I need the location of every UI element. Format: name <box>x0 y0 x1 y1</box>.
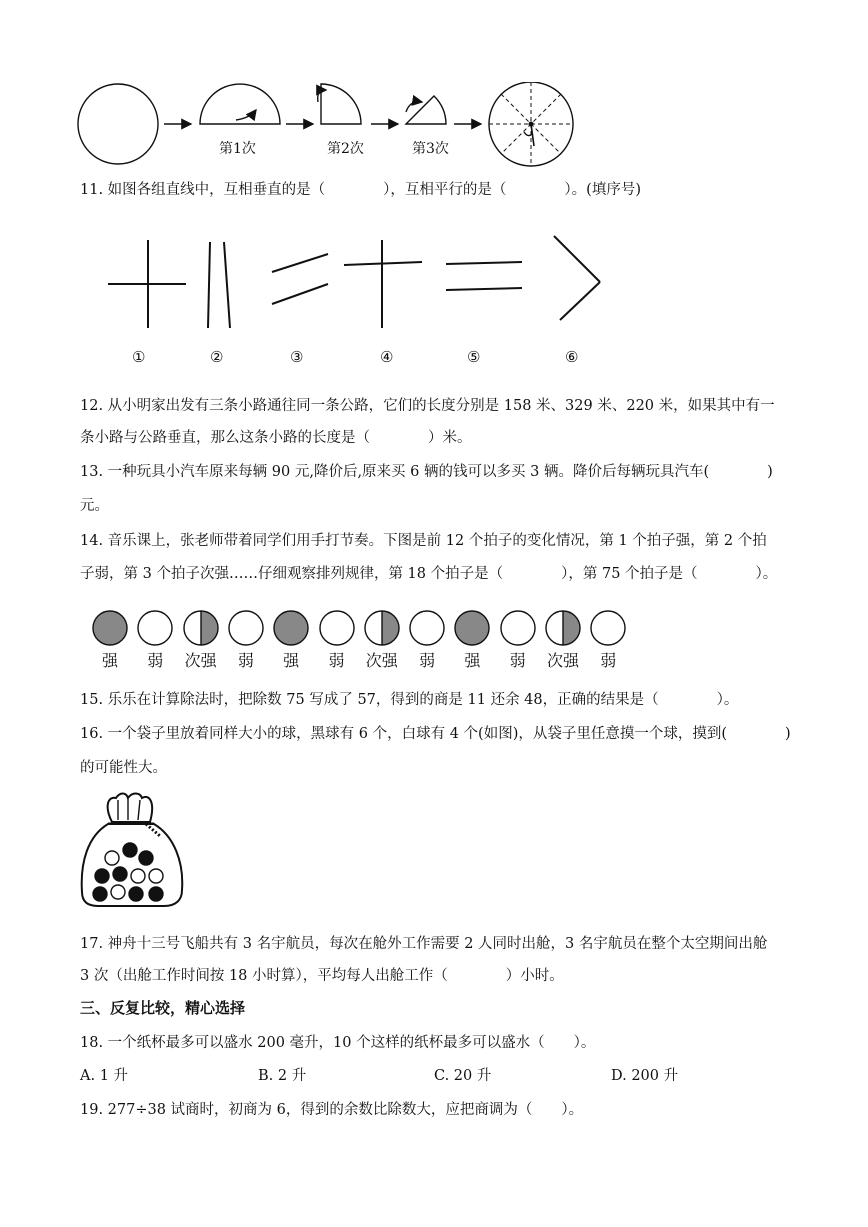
beat-circle-weak <box>319 610 355 646</box>
circle-folding-figure <box>76 82 586 174</box>
beat-label: 弱 <box>509 651 526 670</box>
question-14-line2: 子弱，第 3 个拍子次强……仔细观察排列规律，第 18 个拍子是（ ），第 75 个拍子是（ ）。 <box>80 566 778 582</box>
beat-circle-strong <box>454 610 490 646</box>
question-17-line1: 17. 神舟十三号飞船共有 3 名宇航员，每次在舱外工作需要 2 人同时出舱，3 名宇航员在整个太空期间出舱 <box>80 936 768 952</box>
fold-step-2-label: 第2次 <box>327 141 364 157</box>
beat-circle-weak <box>137 610 173 646</box>
beat-label: 强 <box>101 651 118 670</box>
figure-label-6: ⑥ <box>565 348 579 366</box>
beat-label: 弱 <box>147 651 164 670</box>
beat-circle-weak <box>228 610 264 646</box>
section-3-heading: 三、反复比较，精心选择 <box>80 999 246 1017</box>
fold-step-3-label: 第3次 <box>412 141 449 157</box>
figure-label-3: ③ <box>290 348 304 366</box>
question-13-line2: 元。 <box>80 498 109 514</box>
beat-circle-half <box>183 610 219 646</box>
question-15: 15. 乐乐在计算除法时，把除数 75 写成了 57，得到的商是 11 还余 48，正确的结果是（ ）。 <box>80 692 739 708</box>
q18-option-a: A. 1 升 <box>80 1068 129 1084</box>
beat-label: 次强 <box>184 651 217 670</box>
question-14-line1: 14. 音乐课上，张老师带着同学们用手打节奏。下图是前 12 个拍子的变化情况，第 1 个拍子强，第 2 个拍 <box>80 533 767 549</box>
figure-label-4: ④ <box>380 348 394 366</box>
beat-circle-weak <box>500 610 536 646</box>
beat-label: 次强 <box>546 651 579 670</box>
fold-step-1-label: 第1次 <box>219 141 256 157</box>
question-13-line1: 13. 一种玩具小汽车原来每辆 90 元,降价后,原来买 6 辆的钱可以多买 3 辆。降价后每辆玩具汽车( ) <box>80 464 773 480</box>
question-18: 18. 一个纸杯最多可以盛水 200 毫升，10 个这样的纸杯最多可以盛水（ ）。 <box>80 1035 596 1051</box>
figure-label-5: ⑤ <box>467 348 481 366</box>
question-16-line2: 的可能性大。 <box>80 760 167 776</box>
beat-circle-strong <box>273 610 309 646</box>
beat-circle-half <box>364 610 400 646</box>
beat-label: 弱 <box>419 651 436 670</box>
ball-bag-figure <box>78 792 188 912</box>
beat-circle-strong <box>92 610 128 646</box>
line-pairs-figure <box>100 220 620 340</box>
beat-circle-weak <box>590 610 626 646</box>
question-12-line2: 条小路与公路垂直，那么这条小路的长度是（ ）米。 <box>80 430 472 446</box>
q18-option-d: D. 200 升 <box>611 1068 679 1084</box>
beat-label: 次强 <box>365 651 398 670</box>
q18-option-c: C. 20 升 <box>434 1068 492 1084</box>
question-16-line1: 16. 一个袋子里放着同样大小的球，黑球有 6 个，白球有 4 个(如图)，从袋子里任意摸一个球，摸到( ) <box>80 726 791 742</box>
beat-label: 弱 <box>237 651 254 670</box>
beat-label: 弱 <box>328 651 345 670</box>
q18-option-b: B. 2 升 <box>258 1068 307 1084</box>
question-17-line2: 3 次（出舱工作时间按 18 小时算），平均每人出舱工作（ ）小时。 <box>80 968 564 984</box>
beat-label: 强 <box>464 651 481 670</box>
question-11: 11. 如图各组直线中，互相垂直的是（ ），互相平行的是（ ）。(填序号) <box>80 182 641 198</box>
beat-label: 弱 <box>600 651 617 670</box>
beat-label: 强 <box>283 651 300 670</box>
figure-label-1: ① <box>132 348 146 366</box>
beat-circle-half <box>545 610 581 646</box>
question-12-line1: 12. 从小明家出发有三条小路通往同一条公路，它们的长度分别是 158 米、329 米、220 米，如果其中有一 <box>80 398 775 414</box>
question-19: 19. 277÷38 试商时，初商为 6，得到的余数比除数大，应把商调为（ ）。 <box>80 1102 584 1118</box>
figure-label-2: ② <box>210 348 224 366</box>
beat-circle-weak <box>409 610 445 646</box>
